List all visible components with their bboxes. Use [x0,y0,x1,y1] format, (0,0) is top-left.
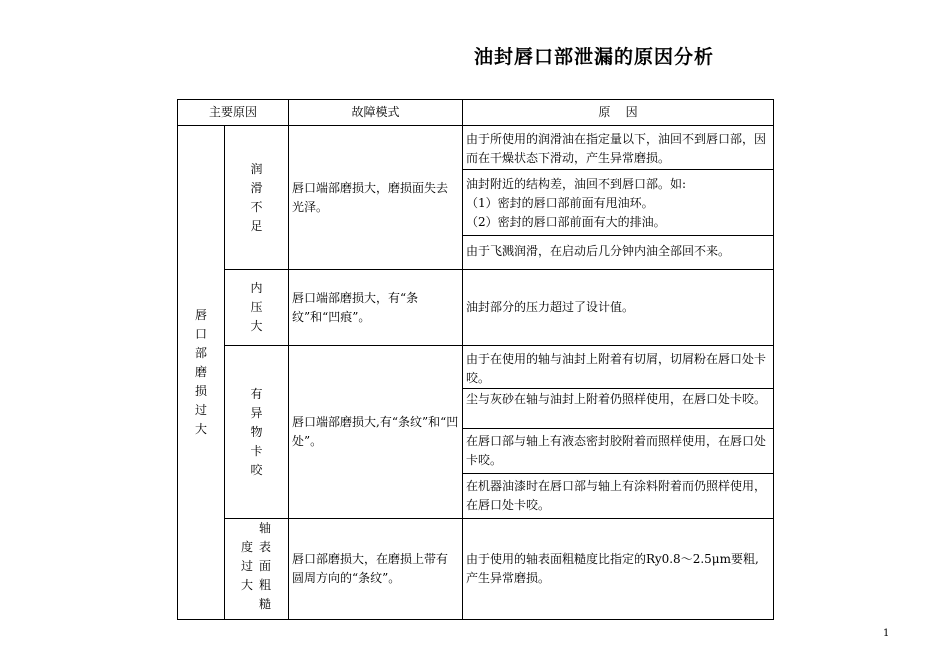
sub-cause-lubrication [224,125,289,270]
main-cause-char: 过 [194,403,207,417]
cause-text: 在唇口部与轴上有液态密封胶附着而照样使用，在唇口处卡咬。 [462,428,774,474]
sub-cause-char: 粗 [258,578,271,592]
cause-text: 由于使用的轴表面粗糙度比指定的Ry0.8～2.5μm要粗,产生异常磨损。 [466,552,759,585]
sub-cause-char: 压 [250,300,263,314]
main-cause-char: 口 [194,327,207,341]
sub-cause-char: 表 [258,540,271,554]
sub-cause-char: 不 [250,199,263,214]
sub-cause-char: 滑 [250,180,263,195]
sub-cause-char: 咬 [250,462,263,477]
cause-text: 由于在使用的轴与油封上附着有切屑，切屑粉在唇口处卡咬。 [462,345,774,389]
sub-cause-char: 异 [250,405,263,420]
main-cause-char: 磨 [194,365,207,379]
cause-text: 由于所使用的润滑油在指定量以下，油回不到唇口部，因而在干燥状态下滑动，产生异常磨损。 [462,125,774,170]
sub-cause-char: 度 [240,540,253,554]
sub-cause-char: 物 [250,424,263,439]
sub-cause-shaft-roughness [224,518,289,620]
sub-cause-char: 大 [250,319,263,333]
failure-mode-text: 唇口端部磨损大，有“条纹”和“凹痕”。 [292,290,419,324]
sub-cause-foreign-matter [224,345,289,519]
cause-text: 在机器油漆时在唇口部与轴上有涂料附着而仍照样使用，在唇口处卡咬。 [462,473,774,519]
failure-mode-foreign-matter [288,345,463,519]
header-main-cause-label: 主要原因 [208,105,257,119]
header-main-cause [177,99,289,126]
failure-mode-text: 唇口端部磨损大,有“条纹”和“凹处”。 [292,415,459,448]
sub-cause-char: 足 [250,218,263,233]
header-failure-mode [288,99,463,126]
page-number: 1 [883,628,890,639]
sub-cause-char: 有 [250,386,263,401]
sub-cause-char: 过 [240,559,253,573]
sub-cause-left-column [240,519,254,595]
sub-cause-internal-pressure [224,269,289,346]
sub-cause-char: 面 [258,559,271,573]
sub-cause-char: 大 [240,578,253,592]
header-cause-label: 原 因 [598,105,638,119]
header-failure-mode-label: 故障模式 [351,105,400,119]
sub-cause-right-column [258,519,272,614]
sub-cause-char: 内 [250,281,263,295]
cause-text: 由于飞溅润滑，在启动后几分钟内油全部回不来。 [462,235,774,270]
cause-shaft-roughness [462,518,774,620]
sub-cause-char: 卡 [250,443,263,458]
failure-mode-shaft-roughness [288,518,463,620]
main-cause-char: 部 [194,346,207,360]
cause-text: 油封部分的压力超过了设计值。 [466,300,635,314]
sub-cause-char: 糙 [258,597,271,611]
failure-mode-text: 唇口部磨损大，在磨损上带有圆周方向的“条纹”。 [292,552,449,585]
page-title: 油封唇口部泄漏的原因分析 [474,46,715,68]
failure-mode-internal-pressure [288,269,463,346]
cause-text: 尘与灰砂在轴与油封上附着仍照样使用，在唇口处卡咬。 [462,388,774,429]
main-cause-char: 损 [194,384,207,398]
sub-cause-char: 润 [250,161,263,176]
failure-mode-lubrication [288,125,463,270]
cause-text: 油封附近的结构差，油回不到唇口部。如: （1）密封的唇口部前面有甩油环。 （2）密封的唇口部前面有大的排油。 [462,169,774,236]
main-cause-cell [177,125,225,620]
failure-mode-text: 唇口端部磨损大，磨损面失去光泽。 [292,180,449,214]
header-cause [462,99,774,126]
sub-cause-char: 轴 [258,521,271,535]
main-cause-char: 唇 [194,308,207,322]
main-cause-char: 大 [194,422,207,436]
cause-internal-pressure [462,269,774,346]
